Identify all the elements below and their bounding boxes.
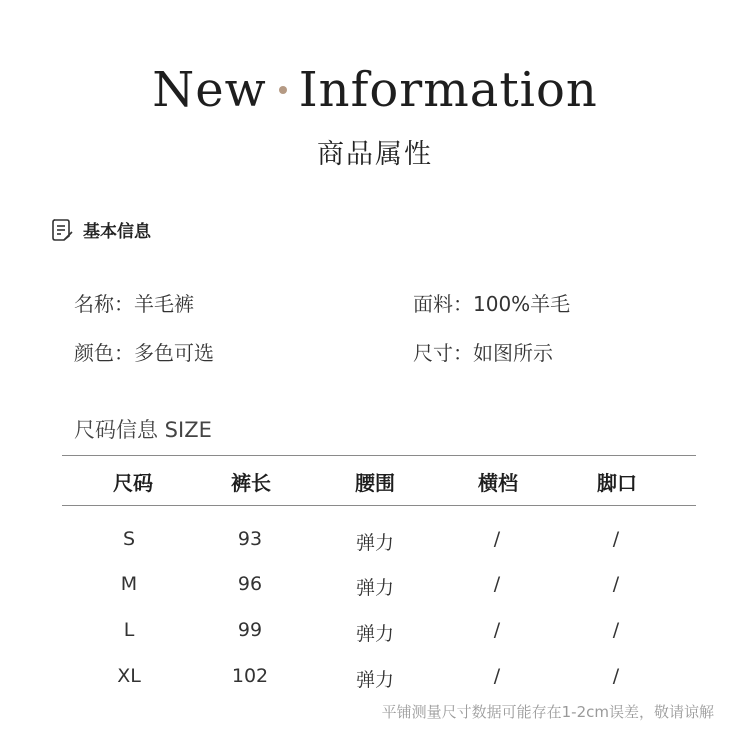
table-cell: S xyxy=(122,528,136,550)
table-cell: 弹力 xyxy=(355,669,394,691)
table-header-length: 裤长 xyxy=(231,471,271,495)
table-header-leg-opening: 脚口 xyxy=(597,471,637,495)
size-info-title: 尺码信息 SIZE xyxy=(74,418,212,442)
table-cell: M xyxy=(120,573,138,595)
title-right: Information xyxy=(298,62,598,118)
page-title xyxy=(0,62,750,118)
table-header-size: 尺码 xyxy=(113,471,153,495)
table-cell: L xyxy=(123,619,135,641)
info-size: 尺寸：如图所示 xyxy=(413,341,553,365)
page-subtitle: 商品属性 xyxy=(317,139,433,170)
table-cell: 弹力 xyxy=(355,577,394,599)
table-cell: / xyxy=(612,665,620,687)
info-name: 名称：羊毛裤 xyxy=(74,292,194,316)
table-cell: / xyxy=(612,573,620,595)
measurement-footnote: 平铺测量尺寸数据可能存在1-2cm误差，敬请谅解 xyxy=(381,703,714,721)
basic-info-title: 基本信息 xyxy=(83,222,151,242)
table-header-crotch: 横档 xyxy=(478,471,518,495)
table-cell: / xyxy=(612,528,620,550)
document-list-icon xyxy=(51,218,73,242)
table-cell: 93 xyxy=(237,528,263,550)
basic-info-header xyxy=(51,217,151,242)
table-cell: 弹力 xyxy=(355,532,394,554)
table-cell: / xyxy=(493,665,501,687)
info-material: 面料：100%羊毛 xyxy=(413,292,571,316)
table-cell: / xyxy=(493,619,501,641)
table-cell: / xyxy=(612,619,620,641)
table-cell: 96 xyxy=(237,573,263,595)
table-cell: / xyxy=(493,573,501,595)
table-top-rule xyxy=(62,455,696,456)
table-cell: 弹力 xyxy=(355,623,394,645)
info-color: 颜色：多色可选 xyxy=(74,341,214,365)
title-left: New xyxy=(152,62,267,118)
table-header-rule xyxy=(62,505,696,506)
title-separator-dot xyxy=(279,86,287,94)
table-cell: 102 xyxy=(231,665,269,687)
table-cell: 99 xyxy=(237,619,263,641)
table-cell: XL xyxy=(117,665,141,687)
table-header-waist: 腰围 xyxy=(355,471,395,495)
table-cell: / xyxy=(493,528,501,550)
